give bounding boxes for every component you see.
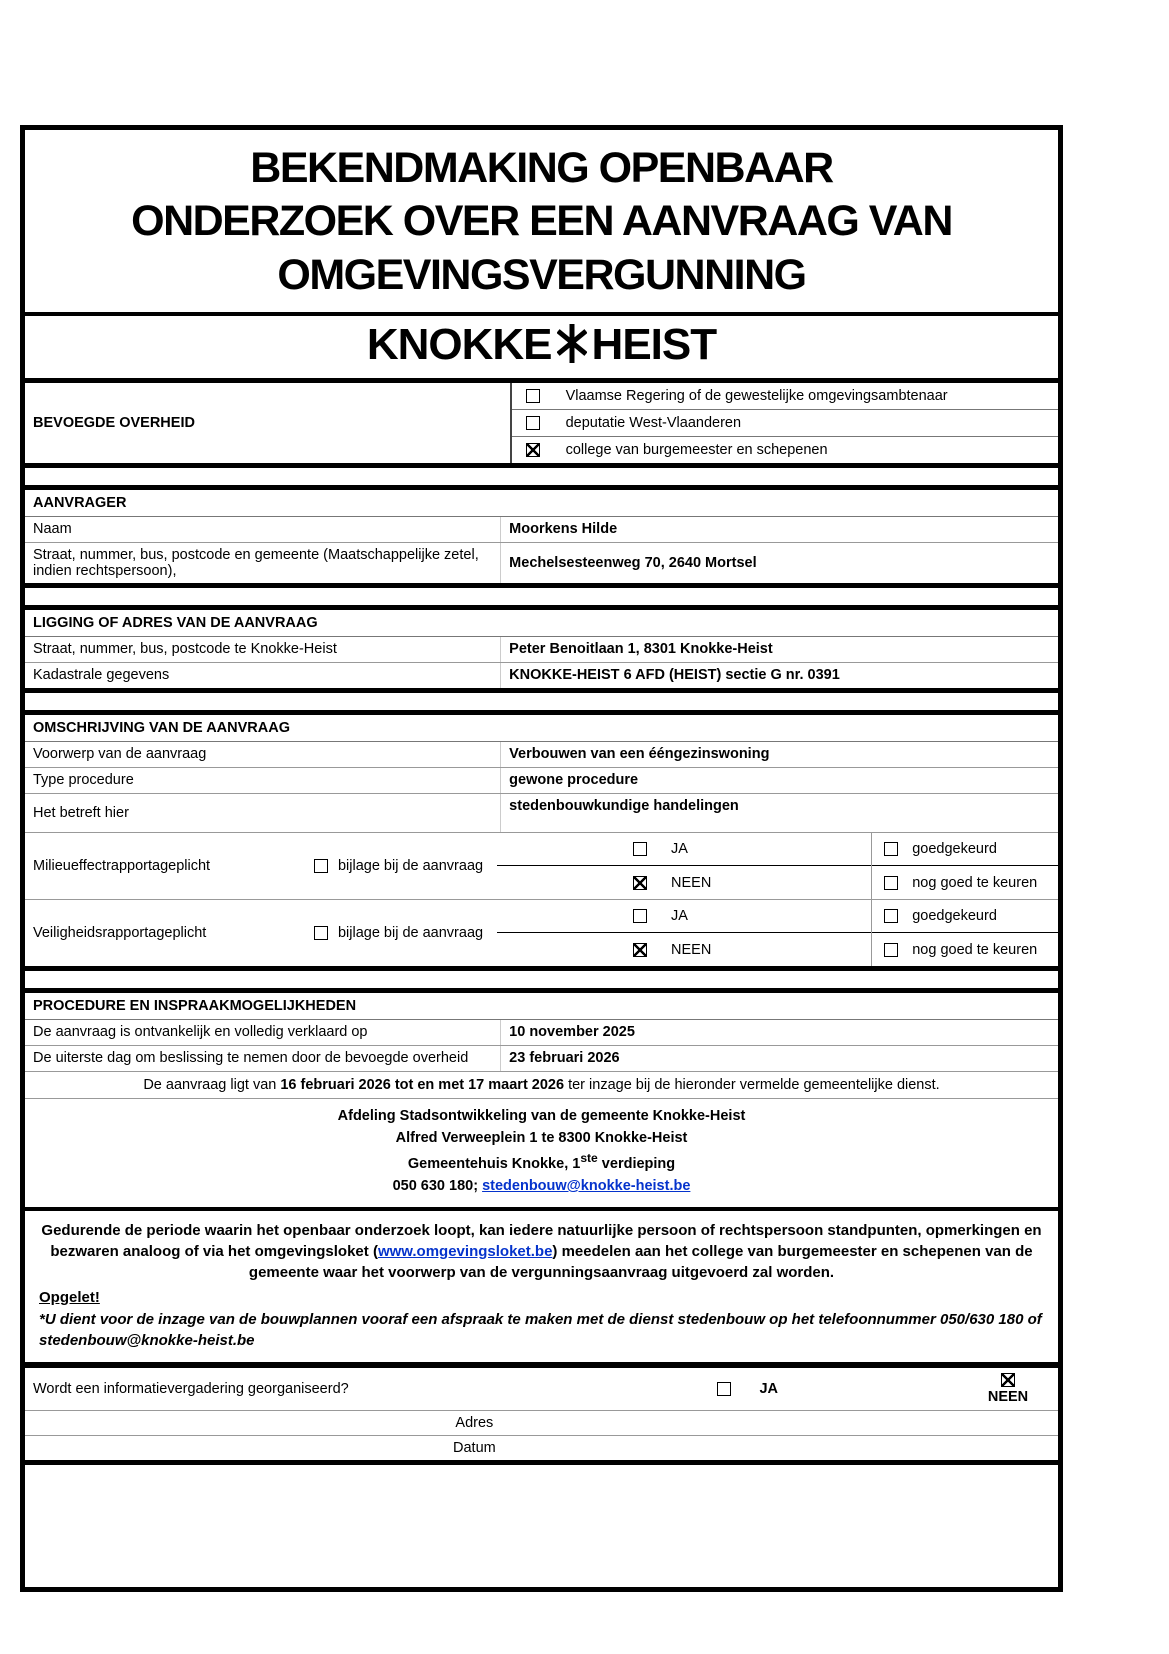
veiligheid-bijlage-label: bijlage bij de aanvraag: [337, 924, 484, 941]
table-row: [25, 637, 1058, 662]
checkbox-veiligheid-neen[interactable]: [633, 943, 647, 957]
aanvrager-adres-label: Straat, nummer, bus, postcode en gemeente (Maatschappelijke zetel, indien rechtspersoon),: [33, 546, 479, 579]
table-row: [25, 1045, 1058, 1071]
veiligheid-nog-label: nog goed te keuren: [912, 941, 1038, 958]
betreft-label: Het betreft hier: [33, 804, 129, 821]
rule-line: [497, 932, 541, 933]
veiligheid-rapport-row: [25, 899, 1058, 966]
checkbox-info-neen[interactable]: [1001, 1373, 1015, 1387]
announcement-document: [20, 125, 1063, 1592]
inzage-suffix: ter inzage bij de hieronder vermelde gemeentelijke dienst.: [564, 1076, 940, 1093]
veiligheid-ja-label: JA: [671, 908, 688, 925]
info-neen-group: [958, 1370, 1058, 1408]
authority-option-label: Vlaamse Regering of de gewestelijke omgevingsambtenaar: [565, 387, 948, 404]
veiligheid-neen-label: NEEN: [671, 941, 712, 958]
milieu-ja-row: [541, 833, 871, 867]
municipality-logo: [25, 316, 1058, 383]
naam-label: Naam: [33, 521, 72, 538]
document-title: [25, 130, 1058, 316]
milieu-nog-row: [872, 866, 1058, 899]
uiterste-label: De uiterste dag om beslissing te nemen door de bevoegde overheid: [33, 1050, 469, 1067]
contact-line-3-pre: Gemeentehuis Knokke, 1: [407, 1156, 581, 1173]
ontvankelijk-label: De aanvraag is ontvankelijk en volledig verklaard op: [33, 1024, 368, 1041]
empty-remarks-box: [25, 1460, 1058, 1587]
checkbox-deputatie[interactable]: [526, 416, 540, 430]
veiligheid-label: Veiligheidsrapportageplicht: [33, 924, 207, 941]
milieu-neen-row: [541, 866, 871, 899]
milieu-goedkeuring: [871, 833, 1058, 899]
voorwerp-label: Voorwerp van de aanvraag: [33, 746, 207, 763]
knokke-heist-logo-mark-icon: [557, 321, 587, 368]
veiligheid-goedgekeurd-row: [872, 900, 1058, 934]
bevoegde-overheid-options: [510, 383, 1058, 463]
info-meeting-row: [25, 1368, 1058, 1410]
stedenbouw-email-link[interactable]: stedenbouw@knokke-heist.be: [482, 1178, 691, 1195]
authority-option-row: [512, 436, 1058, 463]
veiligheid-ja-row: [541, 900, 871, 934]
table-row: [25, 793, 1058, 832]
milieu-ja-neen: [541, 833, 871, 899]
checkbox-college[interactable]: [526, 443, 540, 457]
type-procedure-label: Type procedure: [33, 772, 134, 789]
checkbox-veiligheid-ja[interactable]: [633, 909, 647, 923]
title-line-1: BEKENDMAKING OPENBAAR: [250, 144, 833, 192]
omschrijving-header: OMSCHRIJVING VAN DE AANVRAAG: [25, 715, 1058, 742]
section-divider: [25, 583, 1058, 610]
contact-line-3-post: verdieping: [597, 1156, 676, 1173]
bezwaar-paragraph: [25, 1207, 1058, 1285]
checkbox-milieu-neen[interactable]: [633, 876, 647, 890]
contact-line-2: Alfred Verweeplein 1 te 8300 Knokke-Heist: [395, 1129, 688, 1146]
opgelet-block: [25, 1285, 1058, 1362]
table-row: [25, 742, 1058, 767]
contact-line-4: [25, 1176, 1058, 1198]
table-row: [25, 662, 1058, 688]
ligging-header: LIGGING OF ADRES VAN DE AANVRAAG: [25, 610, 1058, 637]
veiligheid-ja-neen: [541, 900, 871, 966]
kadaster-label: Kadastrale gegevens: [33, 667, 170, 684]
inzage-sentence: [25, 1071, 1058, 1098]
table-row: [25, 1020, 1058, 1045]
rule-line: [497, 865, 541, 866]
contact-block: [25, 1098, 1058, 1207]
datum-row: Datum: [25, 1435, 1058, 1460]
section-divider: [25, 966, 1058, 993]
table-row: [25, 767, 1058, 793]
info-meeting-section: [25, 1362, 1058, 1460]
checkbox-milieu-bijlage[interactable]: [314, 859, 328, 873]
aanvrager-adres-value: Mechelsesteenweg 70, 2640 Mortsel: [500, 543, 1058, 583]
section-bevoegde-overheid: [25, 383, 1058, 463]
milieu-neen-label: NEEN: [671, 874, 712, 891]
straat-value: Peter Benoitlaan 1, 8301 Knokke-Heist: [500, 637, 1058, 662]
veiligheid-goedkeuring: [871, 900, 1058, 966]
title-line-3: OMGEVINGSVERGUNNING: [277, 250, 806, 299]
veiligheid-neen-row: [541, 933, 871, 966]
veiligheid-goedgekeurd-label: goedgekeurd: [912, 908, 997, 925]
milieu-bijlage: [314, 833, 541, 899]
veiligheid-nog-row: [872, 933, 1058, 966]
naam-value: Moorkens Hilde: [500, 517, 1058, 542]
bezwaar-text-post: ) meedelen aan het college van burgemeester en schepenen van de gemeente waar het voorwerp van de vergunningsaanvraag uitgevoerd zal worden.: [248, 1242, 1033, 1281]
section-ligging: [25, 610, 1058, 688]
authority-option-label: college van burgemeester en schepenen: [565, 441, 828, 458]
authority-option-row: [512, 383, 1058, 409]
inzage-period: 16 februari 2026 tot en met 17 maart 2026: [280, 1076, 565, 1093]
betreft-value: stedenbouwkundige handelingen: [500, 794, 1058, 832]
bevoegde-overheid-label: BEVOEGDE OVERHEID: [33, 414, 195, 431]
uiterste-value: 23 februari 2026: [500, 1046, 1058, 1071]
milieu-ja-label: JA: [671, 841, 688, 858]
checkbox-veiligheid-nog[interactable]: [884, 943, 898, 957]
aanvrager-header: AANVRAGER: [25, 490, 1058, 517]
adres-row: Adres: [25, 1410, 1058, 1435]
checkbox-info-ja[interactable]: [717, 1382, 731, 1396]
type-procedure-value: gewone procedure: [500, 768, 1058, 793]
checkbox-vlaamse-regering[interactable]: [526, 389, 540, 403]
veiligheid-bijlage: [314, 900, 541, 966]
inzage-prefix: De aanvraag ligt van: [143, 1076, 281, 1093]
contact-line-3-sup: ste: [580, 1151, 598, 1166]
milieu-goedgekeurd-row: [872, 833, 1058, 867]
info-ja-label: JA: [759, 1381, 778, 1398]
milieu-rapport-row: [25, 832, 1058, 899]
logo-text-knokke: KNOKKE: [366, 319, 552, 369]
checkbox-veiligheid-goedgekeurd[interactable]: [884, 909, 898, 923]
checkbox-milieu-nog[interactable]: [884, 876, 898, 890]
authority-option-label: deputatie West-Vlaanderen: [565, 414, 742, 431]
logo-text-heist: HEIST: [591, 319, 717, 369]
opgelet-label: Opgelet!: [39, 1288, 100, 1306]
checkbox-milieu-ja[interactable]: [633, 842, 647, 856]
kadaster-value: KNOKKE-HEIST 6 AFD (HEIST) sectie G nr. 0391: [500, 663, 1058, 688]
info-neen-label: NEEN: [987, 1389, 1029, 1406]
straat-label: Straat, nummer, bus, postcode te Knokke-Heist: [33, 641, 337, 658]
omgevingsloket-link[interactable]: www.omgevingsloket.be: [377, 1242, 553, 1260]
milieu-goedgekeurd-label: goedgekeurd: [912, 841, 997, 858]
milieu-nog-label: nog goed te keuren: [912, 874, 1038, 891]
voorwerp-value: Verbouwen van een ééngezinswoning: [500, 742, 1058, 767]
section-procedure: [25, 993, 1058, 1587]
ontvankelijk-value: 10 november 2025: [500, 1020, 1058, 1045]
contact-line-1: Afdeling Stadsontwikkeling van de gemeente Knokke-Heist: [337, 1107, 746, 1124]
section-aanvrager: [25, 490, 1058, 583]
info-ja-group: [717, 1381, 778, 1397]
checkbox-milieu-goedgekeurd[interactable]: [884, 842, 898, 856]
contact-phone: 050 630 180;: [392, 1178, 483, 1195]
authority-option-row: [512, 409, 1058, 436]
bezwaar-text-pre: Gedurende de periode waarin het openbaar onderzoek loopt, kan iedere natuurlijke persoon of rechtspersoon standpunten, opmerkingen en bezwaren analoog of via het omgevingsloket (: [41, 1221, 1042, 1260]
section-divider: [25, 688, 1058, 715]
title-line-2: ONDERZOEK OVER EEN AANVRAAG VAN: [131, 197, 952, 246]
section-omschrijving: [25, 715, 1058, 966]
section-divider: [25, 463, 1058, 490]
procedure-header: PROCEDURE EN INSPRAAKMOGELIJKHEDEN: [25, 993, 1058, 1020]
table-row: [25, 517, 1058, 542]
table-row: [25, 542, 1058, 583]
milieu-bijlage-label: bijlage bij de aanvraag: [337, 857, 484, 874]
milieu-label: Milieueffectrapportageplicht: [33, 857, 211, 874]
info-meeting-label: Wordt een informatievergadering georganiseerd?: [33, 1381, 349, 1398]
contact-line-3: [25, 1149, 1058, 1176]
checkbox-veiligheid-bijlage[interactable]: [314, 926, 328, 940]
afspraak-note: *U dient voor de inzage van de bouwplannen vooraf een afspraak te maken met de dienst stedenbouw op het telefoonnummer 050/630 180 of stedenbouw@knokke-heist.be: [39, 1310, 1042, 1350]
